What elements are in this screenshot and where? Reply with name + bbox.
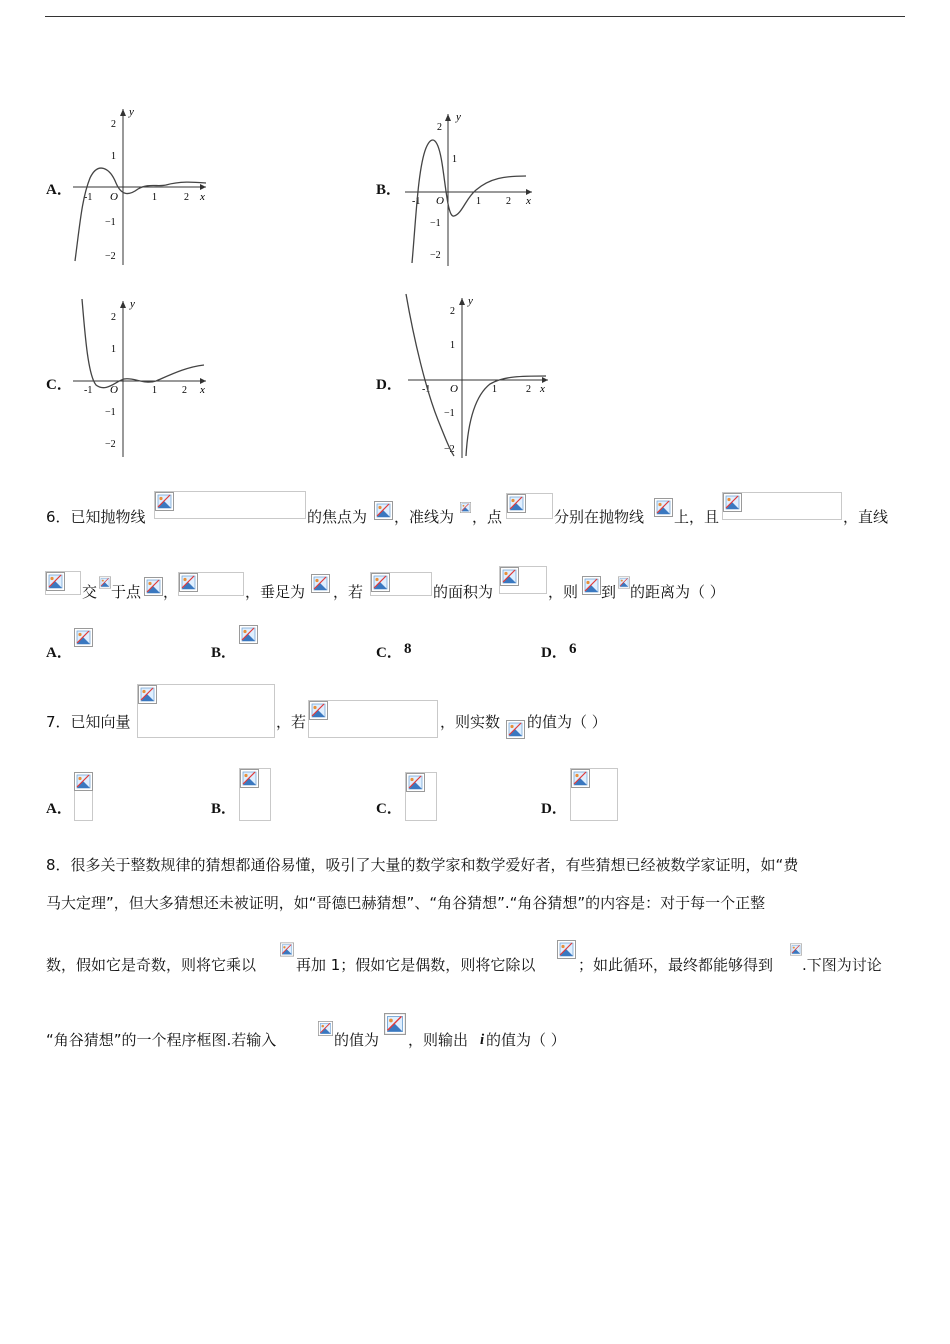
origin-label: O (436, 195, 444, 207)
origin-label: O (450, 383, 458, 395)
tick-1: 1 (450, 340, 455, 351)
q6-text: ，垂足为 (245, 583, 306, 601)
q6-text: ，准线为 (394, 508, 455, 526)
tick-neg1: −1 (430, 218, 441, 229)
q7-option-a-label: A． (46, 801, 72, 817)
tick-neg1-x: -1 (84, 385, 93, 396)
q6-option-c-value: 8 (404, 641, 412, 657)
q5-option-a-graph (68, 103, 213, 268)
q7-vectors-image (137, 684, 275, 738)
q8-line3-part3: ；如此循环，最终都能够得到 (578, 956, 774, 974)
q6-option-d-value: 6 (569, 641, 577, 657)
q8-line3-part2: 再加 1；假如它是偶数，则将它除以 (296, 956, 536, 974)
q7-option-d-label: D． (541, 801, 567, 817)
q8-variable-i: i (480, 1032, 485, 1048)
tick-neg2: −2 (430, 250, 441, 261)
q6-text: ，点 (472, 508, 503, 526)
image-placeholder-icon (790, 940, 802, 959)
q5-option-b-label: B． (376, 182, 402, 198)
image-placeholder-icon (371, 573, 390, 592)
q7-prefix: 7．已知向量 (46, 713, 131, 731)
image-placeholder-icon (384, 1013, 406, 1035)
q5-option-b-graph (400, 108, 540, 268)
image-placeholder-icon (155, 492, 174, 511)
tick-1-x: 1 (476, 196, 481, 207)
image-placeholder-icon (374, 501, 393, 520)
q6-text: 分别在抛物线 (554, 508, 645, 526)
image-placeholder-icon (311, 574, 330, 593)
tick-2-x: 2 (506, 196, 511, 207)
tick-neg1: −1 (105, 217, 116, 228)
tick-neg1-x: -1 (422, 384, 431, 395)
tick-2-x: 2 (182, 385, 187, 396)
image-placeholder-icon (506, 720, 525, 739)
q6-text: ， (163, 583, 179, 601)
image-placeholder-icon (179, 573, 198, 592)
tick-neg1-x: -1 (412, 196, 421, 207)
y-axis-label: y (130, 298, 135, 310)
q8-line2: 马大定理”，但大多猜想还未被证明，如“哥德巴赫猜想”、“角谷猜想”.“角谷猜想”的内容是：对于每一个正整 (46, 894, 766, 912)
tick-1-x: 1 (492, 384, 497, 395)
image-placeholder-icon (240, 769, 259, 788)
image-placeholder-icon (74, 772, 93, 791)
q6-option-a-label: A． (46, 645, 72, 661)
image-placeholder-icon (239, 625, 258, 644)
q5-option-c-graph (68, 295, 213, 460)
tick-2: 2 (111, 119, 116, 130)
q6-parabola-formula-image (154, 491, 306, 519)
q6-text: ，若 (333, 583, 364, 601)
image-placeholder-icon (460, 498, 471, 517)
tick-neg1: −1 (444, 408, 455, 419)
image-placeholder-icon (507, 494, 526, 513)
tick-neg2: −2 (105, 439, 116, 450)
image-placeholder-icon (74, 628, 93, 647)
tick-neg2: −2 (444, 444, 455, 455)
y-axis-label: y (129, 106, 134, 118)
tick-2-x: 2 (526, 384, 531, 395)
q6-text: 于点 (111, 583, 142, 601)
image-placeholder-icon (99, 573, 111, 592)
tick-2: 2 (437, 122, 442, 133)
q6-text: ，则 (548, 583, 579, 601)
q8-line4-part3: ，则输出 (408, 1031, 469, 1049)
q6-text: 的焦点为 (307, 508, 368, 526)
q7-text: ，若 (276, 713, 307, 731)
q5-option-a-label: A． (46, 182, 72, 198)
image-placeholder-icon (280, 940, 294, 959)
tick-2: 2 (111, 312, 116, 323)
q6-prefix: 6．已知抛物线 (46, 508, 146, 526)
header-rule (45, 16, 905, 17)
y-axis-label: y (456, 111, 461, 123)
tick-1: 1 (111, 344, 116, 355)
q6-text: 的面积为 (433, 583, 494, 601)
x-axis-label: x (526, 195, 531, 207)
q5-option-d-label: D． (376, 377, 402, 393)
q6-text: 上，且 (674, 508, 720, 526)
tick-1: 1 (452, 154, 457, 165)
tick-1-x: 1 (152, 192, 157, 203)
q8-line4-part2: 的值为 (334, 1031, 380, 1049)
image-placeholder-icon (557, 940, 576, 959)
x-axis-label: x (200, 191, 205, 203)
q6-text: ，直线 (843, 508, 889, 526)
image-placeholder-icon (582, 576, 601, 595)
q6-text: 到 (601, 583, 617, 601)
image-placeholder-icon (309, 701, 328, 720)
q8-line4-part1: “角谷猜想”的一个程序框图.若输入 (46, 1031, 277, 1049)
tick-2: 2 (450, 306, 455, 317)
origin-label: O (110, 384, 118, 396)
image-placeholder-icon (138, 685, 157, 704)
tick-neg1-x: -1 (84, 192, 93, 203)
y-axis-label: y (468, 295, 473, 307)
tick-2-x: 2 (184, 192, 189, 203)
x-axis-label: x (200, 384, 205, 396)
q8-line4-part5: 的值为（ ） (486, 1031, 566, 1049)
image-placeholder-icon (318, 1019, 333, 1038)
tick-1: 1 (111, 151, 116, 162)
image-placeholder-icon (46, 572, 65, 591)
image-placeholder-icon (654, 498, 673, 517)
q6-option-c-label: C． (376, 645, 402, 661)
q6-option-b-label: B． (211, 645, 237, 661)
q7-text: ，则实数 (440, 713, 501, 731)
q7-option-b-label: B． (211, 801, 237, 817)
x-axis-label: x (540, 383, 545, 395)
image-placeholder-icon (500, 567, 519, 586)
origin-label: O (110, 191, 118, 203)
q5-option-d-graph (400, 290, 552, 460)
q5-option-c-label: C． (46, 377, 72, 393)
q8-line3-part4: .下图为讨论 (802, 956, 882, 974)
tick-neg2: −2 (105, 251, 116, 262)
image-placeholder-icon (144, 577, 163, 596)
q8-line3-part1: 数，假如它是奇数，则将它乘以 (46, 956, 257, 974)
q7-option-c-label: C． (376, 801, 402, 817)
q6-option-d-label: D． (541, 645, 567, 661)
tick-1-x: 1 (152, 385, 157, 396)
q7-text: 的值为（ ） (527, 713, 607, 731)
q6-text: 交 (82, 583, 98, 601)
image-placeholder-icon (618, 573, 630, 592)
tick-neg1: −1 (105, 407, 116, 418)
q6-text: 的距离为（ ） (630, 583, 725, 601)
q8-line1: 8．很多关于整数规律的猜想都通俗易懂，吸引了大量的数学家和数学爱好者，有些猜想已经被数学家证明，如“费 (46, 856, 799, 874)
image-placeholder-icon (571, 769, 590, 788)
image-placeholder-icon (723, 493, 742, 512)
image-placeholder-icon (406, 773, 425, 792)
